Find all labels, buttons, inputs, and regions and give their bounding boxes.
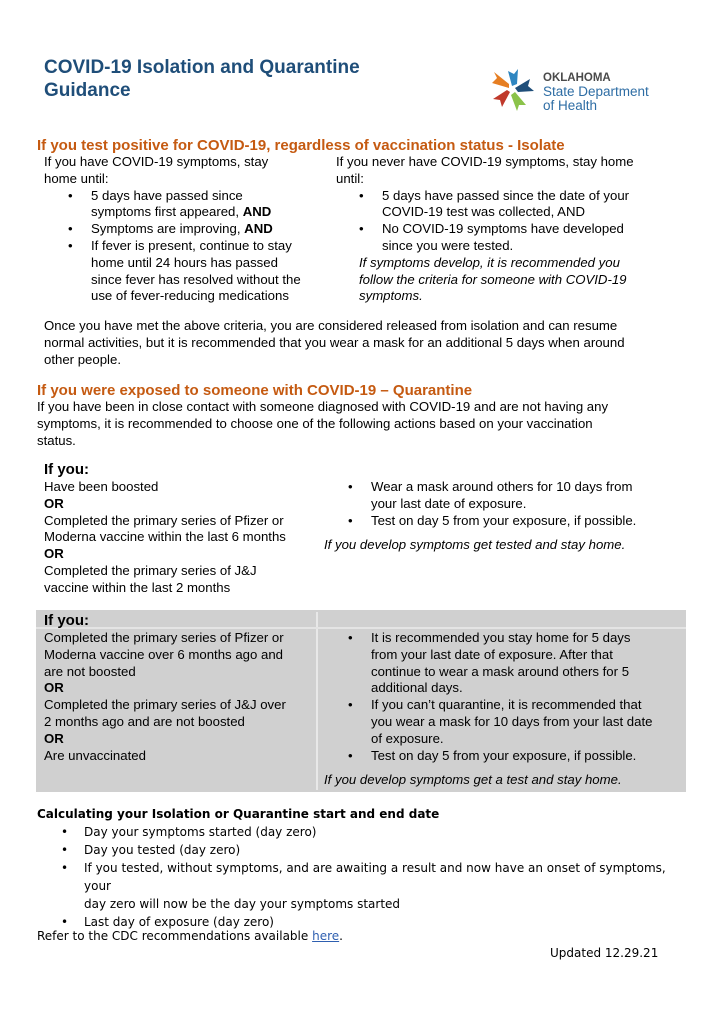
isolate-right-column: If you never have COVID-19 symptoms, stay home until: • 5 days have passed since the date of your COVID-19 test was collected, AND • No COVID-19 symptoms have developed since you were tested. If symptoms develop, it is recommended you follow the criteria for someone with COVID-19 symptoms.	[336, 154, 696, 305]
quarantine-row1-actions	[324, 479, 694, 554]
release-paragraph: Once you have met the above criteria, you are considered released from isolation and can resume normal activities, but it is recommended that you wear a mask for an additional 5 days when around other people.	[44, 318, 625, 367]
quarantine-row2-criteria: If you: Completed the primary series of Pfizer or Moderna vaccine over 6 months ago and are not boosted OR Completed the primary series of J&J over 2 months ago and are not boosted OR Are unvaccinated	[44, 612, 286, 763]
isolate-heading: If you test positive for COVID-19, regardless of vaccination status - Isolate	[37, 137, 565, 154]
list-item: • Test on day 5 from your exposure, if possible.	[348, 512, 637, 528]
list-item: • Symptoms are improving, AND	[68, 221, 273, 237]
calc-heading: Calculating your Isolation or Quarantine start and end date	[37, 807, 440, 821]
isolate-left-list	[68, 187, 334, 306]
quarantine-intro: If you have been in close contact with someone diagnosed with COVID-19 and are not having any symptoms, it is recommended to choose one of the following actions based on your vaccination status.	[37, 399, 609, 448]
quarantine-row2-actions	[324, 630, 686, 789]
list-item: • It is recommended you stay home for 5 days from your last date of exposure. After that continue to wear a mask around others for 5 additional days.	[348, 630, 631, 696]
list-item: • Day you tested (day zero)	[61, 843, 241, 857]
list-item: • Wear a mask around others for 10 days from your last date of exposure.	[348, 479, 633, 511]
list-item: • If you tested, without symptoms, and are awaiting a result and now have an onset of symptoms, your	[61, 861, 666, 893]
page-title	[44, 56, 444, 102]
list-item: • No COVID-19 symptoms have developed since you were tested.	[359, 221, 624, 253]
title-line-2: Guidance	[44, 80, 131, 101]
calc-list	[61, 823, 684, 931]
quarantine-row1-criteria: If you: Have been boosted OR Completed the primary series of Pfizer or Moderna vaccine within the last 6 months OR Completed the primary series of J&J vaccine within the last 2 months	[44, 461, 286, 595]
isolate-note: If symptoms develop, it is recommended you follow the criteria for someone with COVID-19 symptoms.	[359, 254, 627, 304]
list-item: • If fever is present, continue to stay home until 24 hours has passed since fever has resolved without the use of fever-reducing medications	[68, 237, 301, 304]
isolate-left-column: If you have COVID-19 symptoms, stay home until: • 5 days have passed since symptoms first appeared, AND • Symptoms are improving, AND • If fever is present, continue to stay home until 24 hours has passed since fever has resolved without the use of fever-reducing medications	[44, 154, 334, 305]
list-item: • 5 days have passed since symptoms first appeared, AND	[68, 187, 272, 220]
list-item: • Day your symptoms started (day zero)	[61, 825, 317, 839]
list-item: • If you can’t quarantine, it is recommended that you wear a mask for 10 days from your last date of exposure.	[348, 697, 653, 746]
updated-date: Updated 12.29.21	[550, 946, 659, 960]
refer-text: Refer to the CDC recommendations available here.	[37, 929, 343, 943]
list-item-continued: day zero will now be the day your symptoms started	[84, 897, 401, 911]
isolate-right-list	[359, 187, 696, 255]
list-item: • 5 days have passed since the date of your COVID-19 test was collected, AND	[359, 187, 630, 220]
row1-note: If you develop symptoms get tested and stay home.	[324, 537, 626, 553]
cdc-link[interactable]: here	[312, 929, 340, 943]
logo-text: OKLAHOMA State Department of Health	[543, 72, 649, 113]
row2-divider	[316, 612, 318, 790]
row2-note: If you develop symptoms get a test and stay home.	[324, 772, 622, 788]
quarantine-heading: If you were exposed to someone with COVID-19 – Quarantine	[37, 382, 473, 399]
title-line-1: COVID-19 Isolation and Quarantine	[44, 57, 360, 78]
ok-health-logo-icon	[486, 64, 538, 114]
list-item: • Test on day 5 from your exposure, if possible.	[348, 747, 637, 763]
list-item: • Last day of exposure (day zero)	[61, 915, 274, 929]
